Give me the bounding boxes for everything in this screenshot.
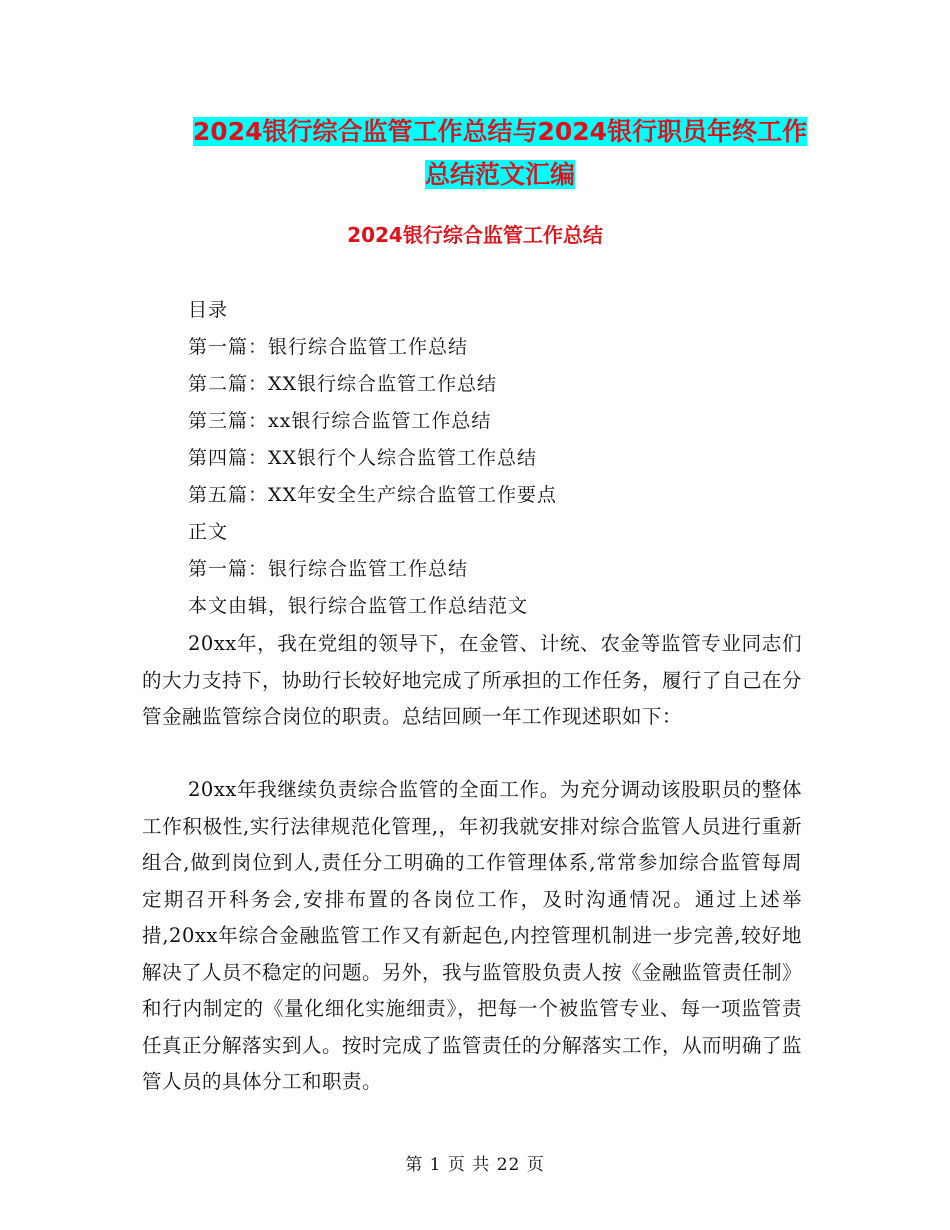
toc-item-5: 第五篇：XX年安全生产综合监管工作要点 bbox=[188, 484, 558, 506]
chapter-title: 第一篇：银行综合监管工作总结 bbox=[188, 558, 469, 580]
title-line-1: 2024银行综合监管工作总结与2024银行职员年终工作 bbox=[192, 117, 808, 146]
toc-item-3: 第三篇：xx银行综合监管工作总结 bbox=[188, 410, 492, 432]
body-heading: 正文 bbox=[188, 521, 229, 543]
toc-item-2: 第二篇：XX银行综合监管工作总结 bbox=[188, 373, 498, 395]
title-line-2: 总结范文汇编 bbox=[424, 160, 575, 189]
source-note: 本文由辑，银行综合监管工作总结范文 bbox=[188, 595, 529, 617]
toc-heading: 目录 bbox=[188, 299, 229, 321]
paragraph-1: 20xx年，我在党组的领导下，在金管、计统、农金等监管专业同志们的大力支持下，协助行长较好地完成了所承担的工作任务，履行了自己在分管金融监管综合岗位的职责。总结回顾一年工作现述职如下： bbox=[142, 632, 803, 728]
paragraph-2: 20xx年我继续负责综合监管的全面工作。为充分调动该股职员的整体工作积极性,实行法律规范化管理,，年初我就安排对综合监管人员进行重新组合,做到岗位到人,责任分工明确的工作管理体系,常常参加综合监管每周定期召开科务会,安排布置的各岗位工作，及时沟通情况。通过上述举措,20xx年综合金融监管工作又有新起色,内控管理机制进一步完善,较好地解决了人员不稳定的问题。另外，我与监管股负责人按《金融监管责任制》和行内制定的《量化细化实施细责》，把每一个被监管专业、每一项监管责任真正分解落实到人。按时完成了监管责任的分解落实工作，从而明确了监管人员的具体分工和职责。 bbox=[142, 778, 803, 1093]
document-title bbox=[150, 110, 850, 196]
toc-item-1: 第一篇：银行综合监管工作总结 bbox=[188, 336, 469, 358]
page-footer: 第 1 页 共 22 页 bbox=[405, 1155, 545, 1175]
toc-item-4: 第四篇：XX银行个人综合监管工作总结 bbox=[188, 447, 538, 469]
section-title: 2024银行综合监管工作总结 bbox=[347, 223, 603, 247]
